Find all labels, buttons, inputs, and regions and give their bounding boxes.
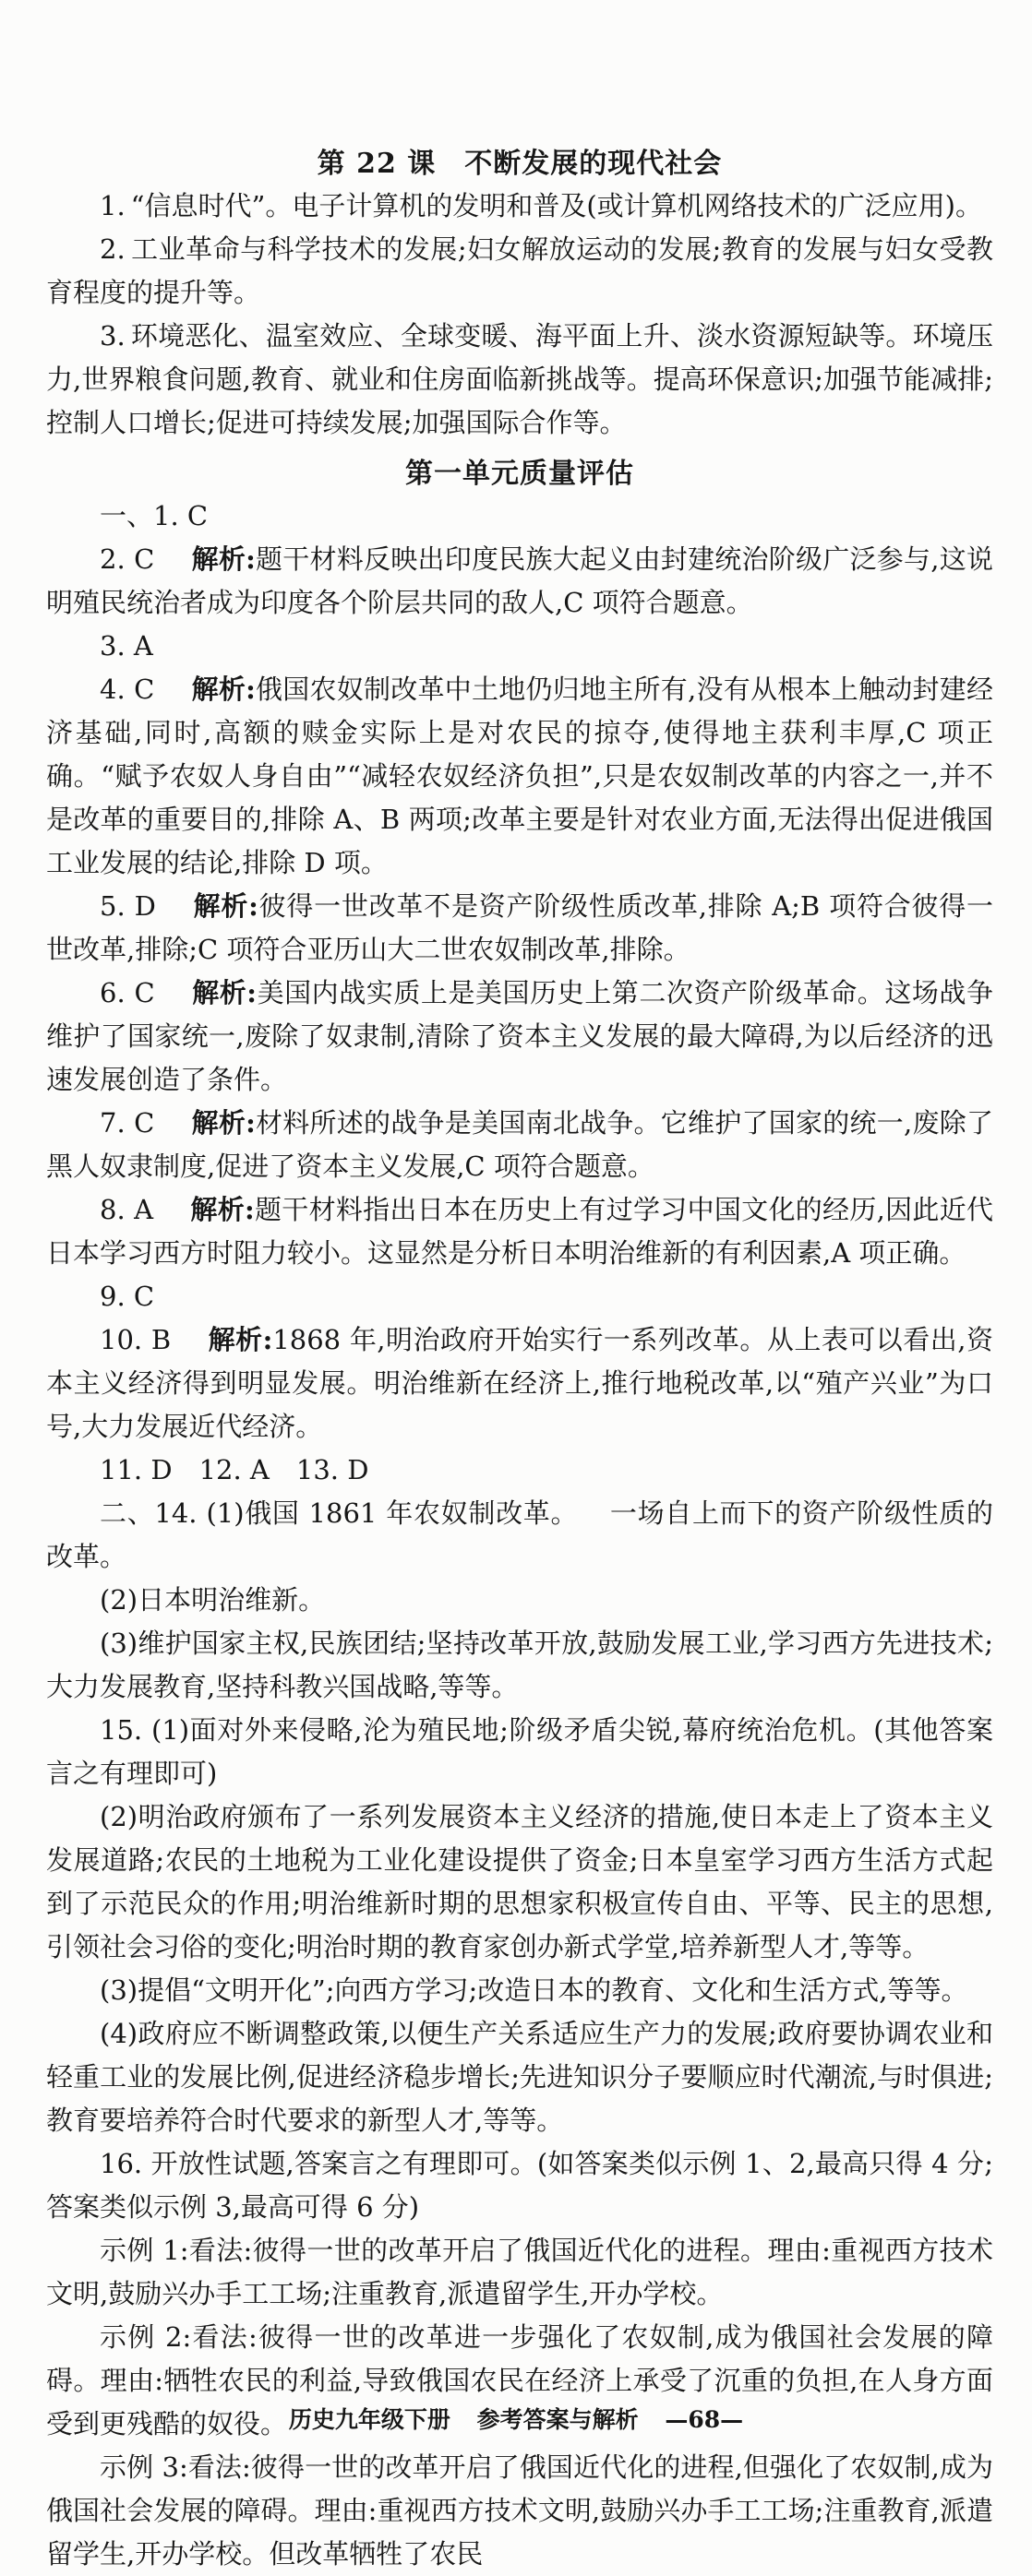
page-footer <box>0 2404 1032 2436</box>
analysis-label: 解析: <box>208 1324 273 1355</box>
analysis-label: 解析: <box>191 674 256 705</box>
unit-answer-6 <box>46 972 993 1102</box>
q16-example-2: 示例 2:看法:彼得一世的改革进一步强化了农奴制,成为俄国社会发展的障碍。理由:牺牲农民的利益,导致俄国农民在经济上承受了沉重的负担,在人身方面受到更残酷的奴役。 <box>46 2321 993 2439</box>
item-text: “信息时代”。电子计算机的发明和普及(或计算机网络技术的广泛应用)。 <box>130 190 982 221</box>
item-number: 2. C <box>100 543 155 575</box>
analysis-label: 解析: <box>192 890 258 922</box>
unit-answer-4 <box>46 668 993 885</box>
item-number: 5. D <box>100 890 156 922</box>
item-text: 俄国农奴制改革中土地仍归地主所有,没有从根本上触动封建经济基础,同时,高额的赎金实际上是对农民的掠夺,使得地主获利丰厚,C 项正确。“赋予农奴人身自由”“减轻农奴经济负担”,只是农奴制改革的内容之一,并不是改革的重要目的,排除 A、B 两项;改革主要是针对农业方面,无法得出促进俄国工业发展的结论,排除 D 项。 <box>46 674 993 878</box>
item-text: 彼得一世改革不是资产阶级性质改革,排除 A;B 项符合彼得一世改革,排除;C 项符合亚历山大二世农奴制改革,排除。 <box>46 890 993 965</box>
item-number: 1. <box>100 190 126 221</box>
analysis-label: 解析: <box>191 543 256 575</box>
q14-part1-b: 一场自上而下的资产阶级性质的改革。 <box>46 1497 993 1572</box>
unit-title: 第一单元质量评估 <box>405 458 634 490</box>
q16-example-3: 示例 3:看法:彼得一世的改革开启了俄国近代化的进程,但强化了农奴制,成为俄国社会发展的障碍。理由:重视西方技术文明,鼓励兴办手工工场;注重教育,派遣留学生,开办学校。但改革牺牲了农民 <box>46 2451 993 2570</box>
unit-answer-1 <box>46 495 993 538</box>
analysis-label: 解析: <box>191 1107 256 1139</box>
unit-answer-5 <box>46 885 993 972</box>
q15-part1: 15. (1)面对外来侵略,沦为殖民地;阶级矛盾尖锐,幕府统治危机。(其他答案言之有理即可) <box>46 1714 993 1789</box>
item-number: 9. C <box>100 1281 155 1312</box>
item-text: 工业革命与科学技术的发展;妇女解放运动的发展;教育的发展与妇女受教育程度的提升等。 <box>46 233 993 308</box>
item-number: 2. <box>100 233 126 265</box>
unit-answer-10 <box>46 1318 993 1449</box>
lesson-title: 第 22 课 不断发展的现代社会 <box>317 148 723 180</box>
item-number: 10. B <box>100 1324 172 1355</box>
lesson-answer-3 <box>46 315 993 445</box>
q15-part4: (4)政府应不断调整政策,以便生产关系适应生产力的发展;政府要协调农业和轻重工业的发展比例,促进经济稳步增长;先进知识分子要顺应时代潮流,与时俱进;教育要培养符合时代要求的新型人才,等等。 <box>46 2018 993 2136</box>
lesson-answer-1 <box>46 185 993 228</box>
item-text: 环境恶化、温室效应、全球变暖、海平面上升、淡水资源短缺等。环境压力,世界粮食问题,教育、就业和住房面临新挑战等。提高环保意识;加强节能减排;控制人口增长;促进可持续发展;加强国际合作等。 <box>46 320 993 438</box>
q14-part1 <box>46 1492 993 1579</box>
q15-part3: (3)提倡“文明开化”;向西方学习;改造日本的教育、文化和生活方式,等等。 <box>100 1974 968 2006</box>
unit-answer-8 <box>46 1188 993 1275</box>
q16-example-1: 示例 1:看法:彼得一世的改革开启了俄国近代化的进程。理由:重视西方技术文明,鼓励兴办手工工场;注重教育,派遣留学生,开办学校。 <box>46 2235 993 2309</box>
q14-part2: (2)日本明治维新。 <box>100 1584 326 1616</box>
unit-answer-9 <box>46 1275 993 1318</box>
item-number: 3. A <box>100 630 153 662</box>
item-number: 8. A <box>100 1194 154 1225</box>
lesson-answer-2 <box>46 228 993 315</box>
q14-part3: (3)维护国家主权,民族团结;坚持改革开放,鼓励发展工业,学习西方先进技术;大力发展教育,坚持科教兴国战略,等等。 <box>46 1628 993 1702</box>
item-text: 材料所述的战争是美国南北战争。它维护了国家的统一,废除了黑人奴隶制度,促进了资本主义发展,C 项符合题意。 <box>46 1107 993 1182</box>
item-text: 题干材料指出日本在历史上有过学习中国文化的经历,因此近代日本学习西方时阻力较小。这显然是分析日本明治维新的有利因素,A 项正确。 <box>46 1194 993 1269</box>
q16-intro: 16. 开放性试题,答案言之有理即可。(如答案类似示例 1、2,最高只得 4 分;答案类似示例 3,最高可得 6 分) <box>46 2148 993 2223</box>
unit-answer-3 <box>46 625 993 668</box>
item-number: 11. D 12. A 13. D <box>100 1454 369 1485</box>
analysis-label: 解析: <box>191 977 258 1008</box>
unit-answer-2 <box>46 538 993 625</box>
item-number: 7. C <box>100 1107 155 1139</box>
item-text: 题干材料反映出印度民族大起义由封建统治阶级广泛参与,这说明殖民统治者成为印度各个阶层共同的敌人,C 项符合题意。 <box>46 543 993 618</box>
item-number: 6. C <box>100 977 155 1008</box>
item-number: 4. C <box>100 674 155 705</box>
unit-answer-11-13 <box>46 1449 993 1492</box>
item-number: 一、1. C <box>100 500 209 531</box>
q14-part1-a: 二、14. (1)俄国 1861 年农奴制改革。 <box>100 1497 579 1529</box>
page-number: —68— <box>665 2406 744 2433</box>
q15-part2: (2)明治政府颁布了一系列发展资本主义经济的措施,使日本走上了资本主义发展道路;农民的土地税为工业化建设提供了资金;日本皇室学习西方生活方式起到了示范民众的作用;明治维新时期的思想家积极宣传自由、平等、民主的思想,引领社会习俗的变化;明治时期的教育家创办新式学堂,培养新型人才,等等。 <box>46 1801 993 1962</box>
item-text: 1868 年,明治政府开始实行一系列改革。从上表可以看出,资本主义经济得到明显发展。明治维新在经济上,推行地税改革,以“殖产兴业”为口号,大力发展近代经济。 <box>46 1324 993 1442</box>
analysis-label: 解析: <box>190 1194 255 1225</box>
footer-book-title: 历史九年级下册 <box>288 2406 450 2433</box>
item-text: 美国内战实质上是美国历史上第二次资产阶级革命。这场战争维护了国家统一,废除了奴隶制,清除了资本主义发展的最大障碍,为以后经济的迅速发展创造了条件。 <box>46 977 993 1095</box>
item-number: 3. <box>100 320 126 352</box>
footer-section-title: 参考答案与解析 <box>476 2406 639 2433</box>
unit-answer-7 <box>46 1102 993 1188</box>
